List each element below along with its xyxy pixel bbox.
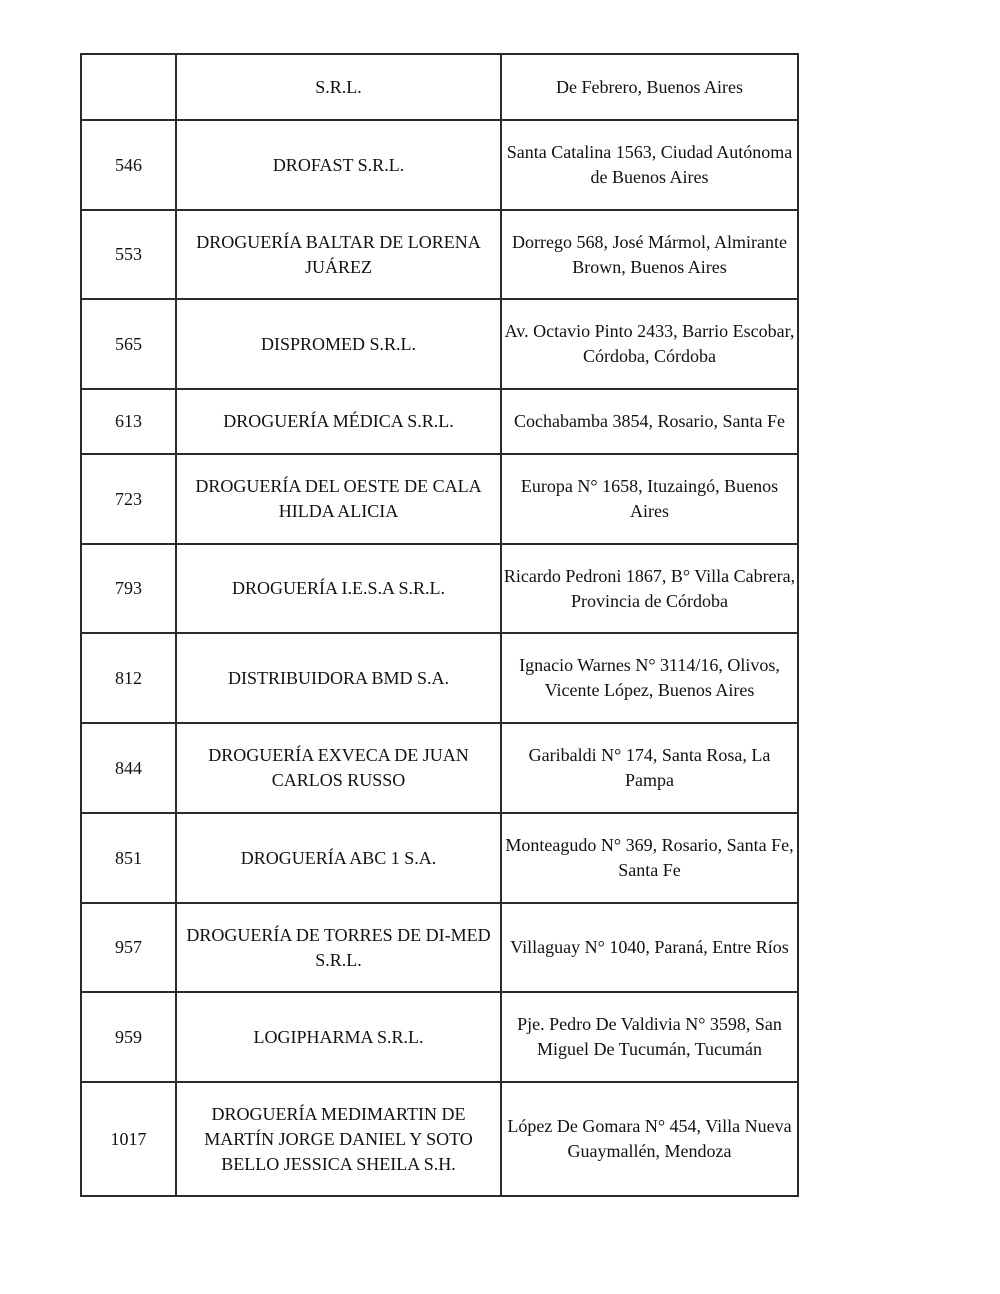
cell-number: 957 — [81, 903, 176, 992]
cell-number: 565 — [81, 299, 176, 389]
table-row — [81, 544, 798, 633]
table-row — [81, 903, 798, 992]
cell-address: Villaguay N° 1040, Paraná, Entre Ríos — [501, 903, 798, 992]
cell-address: Pje. Pedro De Valdivia N° 3598, San Miguel De Tucumán, Tucumán — [501, 992, 798, 1082]
cell-address: Santa Catalina 1563, Ciudad Autónoma de Buenos Aires — [501, 120, 798, 210]
cell-name: DROGUERÍA MÉDICA S.R.L. — [176, 389, 501, 454]
cell-name: DROFAST S.R.L. — [176, 120, 501, 210]
cell-address: López De Gomara N° 454, Villa Nueva Guaymallén, Mendoza — [501, 1082, 798, 1196]
cell-name: DROGUERÍA ABC 1 S.A. — [176, 813, 501, 903]
cell-address: Cochabamba 3854, Rosario, Santa Fe — [501, 389, 798, 454]
cell-number: 723 — [81, 454, 176, 544]
cell-name: DROGUERÍA DEL OESTE DE CALA HILDA ALICIA — [176, 454, 501, 544]
cell-address: Dorrego 568, José Mármol, Almirante Brown, Buenos Aires — [501, 210, 798, 299]
cell-name: DROGUERÍA DE TORRES DE DI-MED S.R.L. — [176, 903, 501, 992]
cell-number: 812 — [81, 633, 176, 723]
table-row — [81, 299, 798, 389]
cell-address: Europa N° 1658, Ituzaingó, Buenos Aires — [501, 454, 798, 544]
cell-address: Ignacio Warnes N° 3114/16, Olivos, Vicente López, Buenos Aires — [501, 633, 798, 723]
cell-name: S.R.L. — [176, 54, 501, 120]
cell-address: Garibaldi N° 174, Santa Rosa, La Pampa — [501, 723, 798, 813]
registry-table — [80, 53, 799, 1197]
cell-number: 851 — [81, 813, 176, 903]
cell-name: DROGUERÍA I.E.S.A S.R.L. — [176, 544, 501, 633]
cell-address: De Febrero, Buenos Aires — [501, 54, 798, 120]
cell-address: Av. Octavio Pinto 2433, Barrio Escobar, Córdoba, Córdoba — [501, 299, 798, 389]
cell-number: 613 — [81, 389, 176, 454]
cell-name: DISTRIBUIDORA BMD S.A. — [176, 633, 501, 723]
cell-name: DISPROMED S.R.L. — [176, 299, 501, 389]
table-row — [81, 54, 798, 120]
cell-name: DROGUERÍA MEDIMARTIN DE MARTÍN JORGE DANIEL Y SOTO BELLO JESSICA SHEILA S.H. — [176, 1082, 501, 1196]
cell-number: 959 — [81, 992, 176, 1082]
table-row — [81, 1082, 798, 1196]
table-row — [81, 120, 798, 210]
cell-address: Ricardo Pedroni 1867, B° Villa Cabrera, Provincia de Córdoba — [501, 544, 798, 633]
cell-number: 553 — [81, 210, 176, 299]
table-row — [81, 389, 798, 454]
cell-address: Monteagudo N° 369, Rosario, Santa Fe, Santa Fe — [501, 813, 798, 903]
table-row — [81, 454, 798, 544]
table-row — [81, 633, 798, 723]
cell-number: 546 — [81, 120, 176, 210]
cell-name: LOGIPHARMA S.R.L. — [176, 992, 501, 1082]
table-row — [81, 992, 798, 1082]
cell-number: 793 — [81, 544, 176, 633]
cell-name: DROGUERÍA BALTAR DE LORENA JUÁREZ — [176, 210, 501, 299]
table-row — [81, 210, 798, 299]
cell-number — [81, 54, 176, 120]
cell-number: 844 — [81, 723, 176, 813]
cell-name: DROGUERÍA EXVECA DE JUAN CARLOS RUSSO — [176, 723, 501, 813]
table-row — [81, 723, 798, 813]
cell-number: 1017 — [81, 1082, 176, 1196]
table-row — [81, 813, 798, 903]
